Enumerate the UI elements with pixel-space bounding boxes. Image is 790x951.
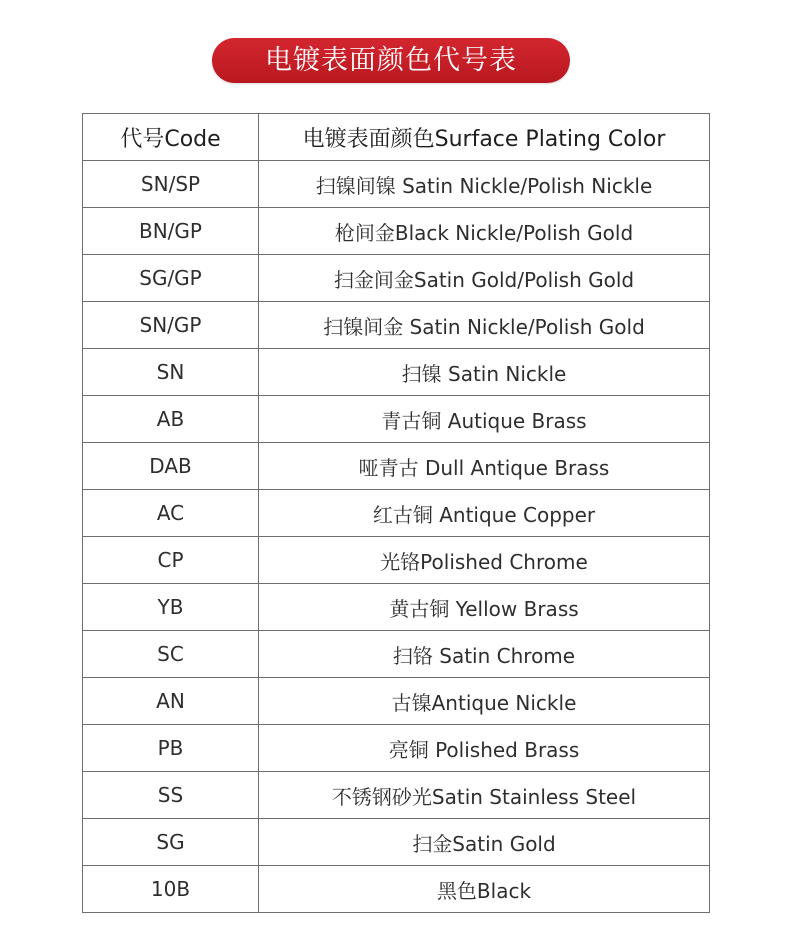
table-row xyxy=(83,255,710,302)
cell-plating-color: 黄古铜 Yellow Brass xyxy=(259,584,710,631)
table-row xyxy=(83,396,710,443)
cell-code: AN xyxy=(83,678,259,725)
cell-plating-color: 亮铜 Polished Brass xyxy=(259,725,710,772)
cell-plating-color: 红古铜 Antique Copper xyxy=(259,490,710,537)
cell-plating-color: 扫金Satin Gold xyxy=(259,819,710,866)
cell-code: AB xyxy=(83,396,259,443)
table-row xyxy=(83,208,710,255)
table-row xyxy=(83,866,710,913)
table-row xyxy=(83,349,710,396)
table-row xyxy=(83,772,710,819)
table-row xyxy=(83,725,710,772)
cell-code: AC xyxy=(83,490,259,537)
cell-plating-color: 扫金间金Satin Gold/Polish Gold xyxy=(259,255,710,302)
cell-plating-color: 不锈钢砂光Satin Stainless Steel xyxy=(259,772,710,819)
header-plating-color: 电镀表面颜色Surface Plating Color xyxy=(259,114,710,161)
cell-plating-color: 扫铬 Satin Chrome xyxy=(259,631,710,678)
cell-code: PB xyxy=(83,725,259,772)
cell-plating-color: 哑青古 Dull Antique Brass xyxy=(259,443,710,490)
cell-plating-color: 青古铜 Autique Brass xyxy=(259,396,710,443)
title-banner xyxy=(212,38,570,83)
table-row xyxy=(83,819,710,866)
table-row xyxy=(83,584,710,631)
cell-code: SG xyxy=(83,819,259,866)
table-row xyxy=(83,678,710,725)
cell-plating-color: 古镍Antique Nickle xyxy=(259,678,710,725)
table-row xyxy=(83,443,710,490)
table-row xyxy=(83,302,710,349)
cell-code: YB xyxy=(83,584,259,631)
cell-plating-color: 扫镍 Satin Nickle xyxy=(259,349,710,396)
table-row xyxy=(83,631,710,678)
cell-plating-color: 光铬Polished Chrome xyxy=(259,537,710,584)
cell-code: SC xyxy=(83,631,259,678)
table-row xyxy=(83,490,710,537)
table-body xyxy=(83,161,710,913)
cell-code: BN/GP xyxy=(83,208,259,255)
table-header-row xyxy=(83,114,710,161)
cell-code: CP xyxy=(83,537,259,584)
cell-code: SN/SP xyxy=(83,161,259,208)
table-row xyxy=(83,537,710,584)
page-title: 电镀表面颜色代号表 xyxy=(265,45,517,76)
cell-code: SN/GP xyxy=(83,302,259,349)
cell-code: 10B xyxy=(83,866,259,913)
cell-plating-color: 扫镍间金 Satin Nickle/Polish Gold xyxy=(259,302,710,349)
cell-code: SS xyxy=(83,772,259,819)
cell-code: SN xyxy=(83,349,259,396)
plating-color-table xyxy=(82,113,710,913)
cell-plating-color: 扫镍间镍 Satin Nickle/Polish Nickle xyxy=(259,161,710,208)
cell-plating-color: 黑色Black xyxy=(259,866,710,913)
header-code: 代号Code xyxy=(83,114,259,161)
table-row xyxy=(83,161,710,208)
cell-code: DAB xyxy=(83,443,259,490)
cell-plating-color: 枪间金Black Nickle/Polish Gold xyxy=(259,208,710,255)
cell-code: SG/GP xyxy=(83,255,259,302)
